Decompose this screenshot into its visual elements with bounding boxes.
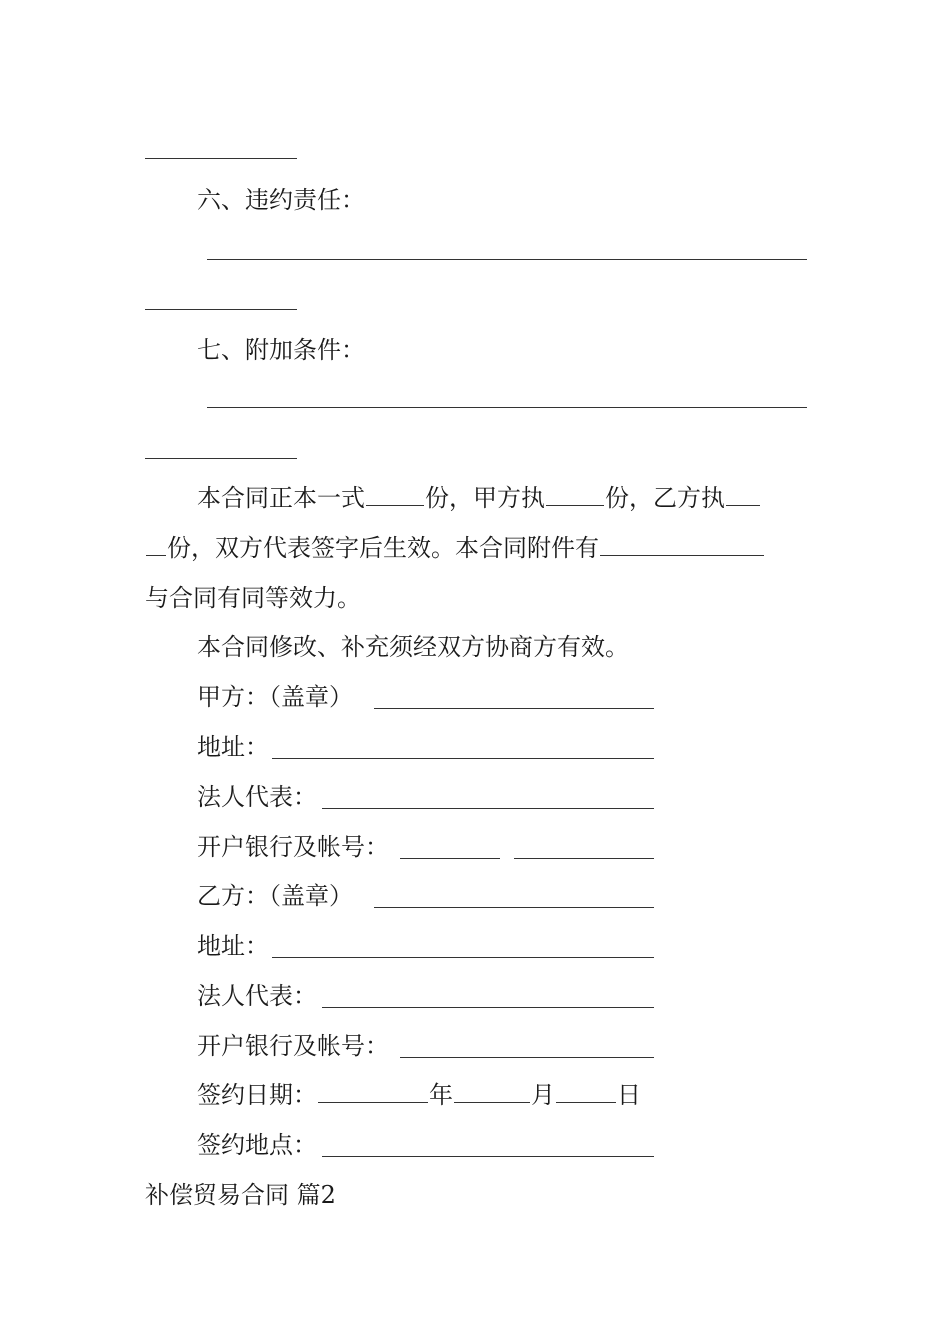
next-document-heading: 补偿贸易合同 篇2 xyxy=(145,1181,336,1209)
blank-line xyxy=(145,309,297,310)
party-b-address-field xyxy=(272,957,654,958)
section-heading-additional: 七、附加条件： xyxy=(197,336,365,364)
year-field xyxy=(318,1082,428,1103)
signing-place-field xyxy=(322,1156,654,1157)
year-label: 年 xyxy=(429,1081,453,1109)
copies-text: 本合同正本一式 xyxy=(197,484,365,512)
party-a-bank-field xyxy=(400,858,500,859)
copies-text: 份，双方代表签字后生效。本合同附件有 xyxy=(167,534,599,562)
blank-field xyxy=(726,485,760,506)
blank-line xyxy=(207,259,807,260)
party-a-label: 甲方：（盖章） xyxy=(197,683,353,711)
party-a-bank-label: 开户银行及帐号： xyxy=(197,833,389,861)
amendment-text: 本合同修改、补充须经双方协商方有效。 xyxy=(197,633,629,661)
signing-place-label: 签约地点： xyxy=(197,1131,317,1159)
party-a-address-label: 地址： xyxy=(197,733,269,761)
section-heading-breach: 六、违约责任： xyxy=(197,186,365,214)
blank-line xyxy=(207,407,807,408)
copies-line-1 xyxy=(197,483,761,513)
party-b-bank-label: 开户银行及帐号： xyxy=(197,1032,389,1060)
copies-text: 份，甲方执 xyxy=(425,484,545,512)
copies-line-2 xyxy=(145,533,765,563)
blank-field xyxy=(366,485,424,506)
day-label: 日 xyxy=(617,1081,641,1109)
signing-date-row xyxy=(197,1080,641,1110)
party-a-address-field xyxy=(272,758,654,759)
month-label: 月 xyxy=(531,1081,555,1109)
blank-field xyxy=(546,485,604,506)
blank-field xyxy=(600,535,764,556)
party-b-seal-field xyxy=(374,907,654,908)
party-b-rep-label: 法人代表： xyxy=(197,982,317,1010)
month-field xyxy=(454,1082,530,1103)
copies-text: 份，乙方执 xyxy=(605,484,725,512)
party-b-bank-field xyxy=(400,1057,654,1058)
day-field xyxy=(556,1082,616,1103)
party-a-account-field xyxy=(514,858,654,859)
copies-line-3: 与合同有同等效力。 xyxy=(145,584,361,612)
party-a-rep-field xyxy=(322,808,654,809)
party-b-rep-field xyxy=(322,1007,654,1008)
party-b-label: 乙方：（盖章） xyxy=(197,882,353,910)
party-a-rep-label: 法人代表： xyxy=(197,783,317,811)
signing-date-label: 签约日期： xyxy=(197,1081,317,1109)
blank-line xyxy=(145,458,297,459)
blank-field xyxy=(146,535,166,556)
party-b-address-label: 地址： xyxy=(197,932,269,960)
blank-line xyxy=(145,158,297,159)
party-a-seal-field xyxy=(374,708,654,709)
